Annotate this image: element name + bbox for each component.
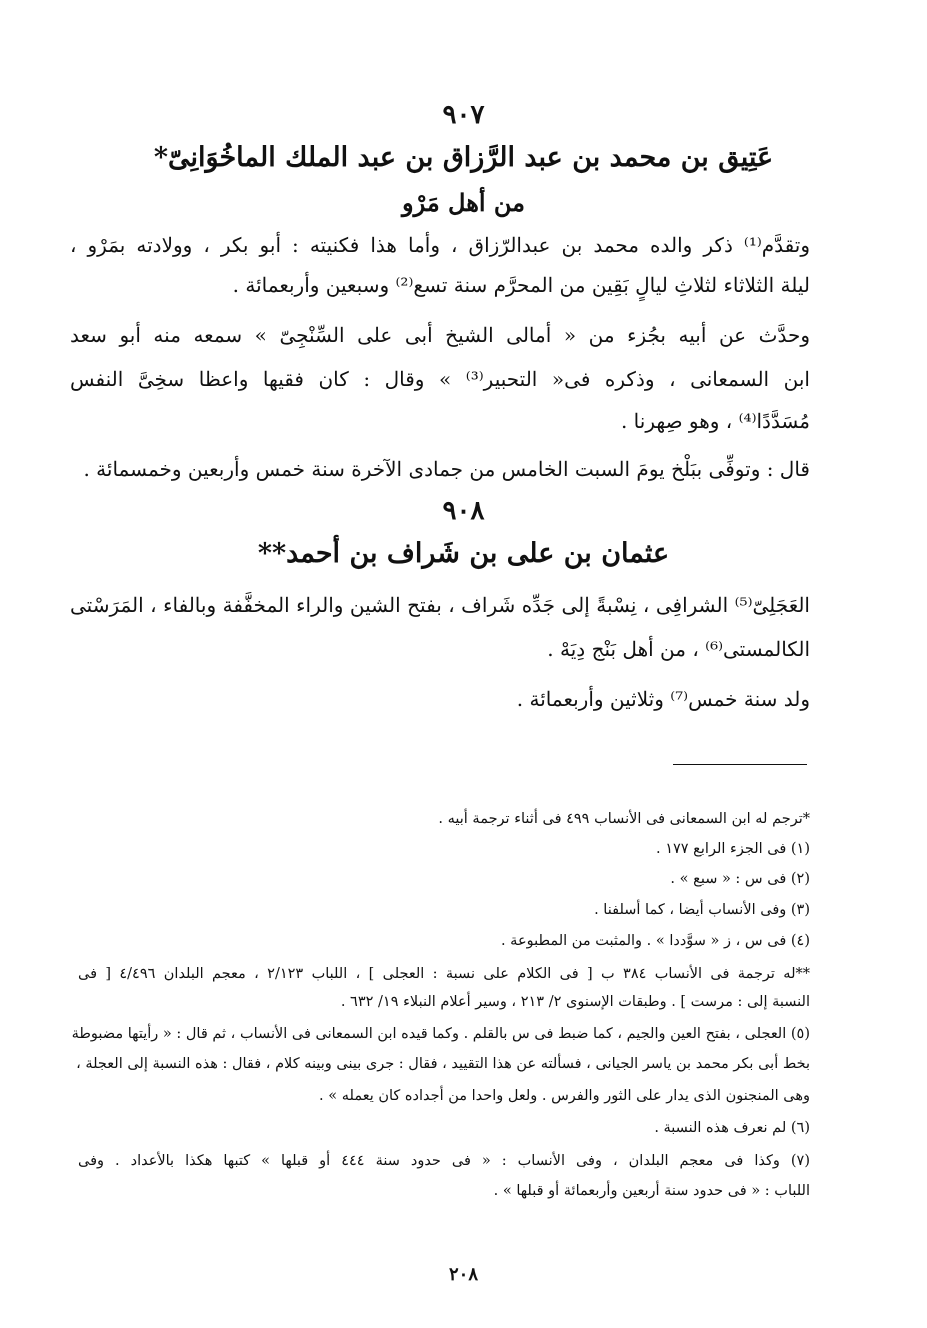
footnote: النسبة إلى : مرست ] . وطبقات الإسنوى ٢/ ٢١٣ ، وسير أعلام النبلاء ١٩/ ٦٣٢ . bbox=[340, 994, 810, 1010]
footnote: **له ترجمة فى الأنساب ٣٨٤ ب [ فى الكلام على نسبة : العجلى ] ، اللباب ٢/١٢٣ ، معجم البلدان ٤/٤٩٦ [ فى bbox=[78, 966, 810, 982]
page-number: ٢٠٨ bbox=[448, 1264, 478, 1285]
footnote: (٥) العجلى ، بفتح العين والجيم ، كما ضبط فى س بالقلم . وكما قيده ابن السمعانى فى الأنساب ، ثم قال : « رأيتها مضبوطة bbox=[71, 1026, 810, 1042]
footnote: بخط أبى بكر محمد بن ياسر الجيانى ، فسألته عن هذا التقييد ، فقال : جرى بينى وبينه كلام ، فقال : هذه النسبة إلى العجلة ، bbox=[76, 1056, 810, 1072]
body-line: العَجَلِىّ⁽⁵⁾ الشرافِى ، نِسْبةً إلى جَدِّه شَراف ، بفتح الشين والراء المخفَّفة وبالفاء ، المَرَسْتى bbox=[70, 593, 810, 617]
body-line: قال : وتوفِّى ببَلْخ يومَ السبت الخامس من جمادى الآخرة سنة خمس وأربعين وخمسمائة . bbox=[83, 457, 810, 481]
footnote: (٣) وفى الأنساب أيضا ، كما أسلفنا . bbox=[594, 902, 810, 918]
body-line: ولد سنة خمس⁽⁷⁾ وثلاثين وأربعمائة . bbox=[516, 687, 810, 711]
entry-number-907: ٩٠٧ bbox=[442, 100, 485, 130]
body-line: ابن السمعانى ، وذكره فى« التحبير⁽³⁾ » وقال : كان فقيها واعظا سخِىَّ النفس bbox=[70, 367, 810, 391]
entry-title-908: عثمان بن على بن شَراف بن أحمد** bbox=[257, 538, 670, 569]
footnote: (٢) فى س : « سبع » . bbox=[670, 871, 810, 887]
body-line: وتقدَّم⁽¹⁾ ذكر والده محمد بن عبدالرّزاق ، وأما هذا فكنيته : أبو بكر ، وولادته بمَرْو ، bbox=[70, 233, 810, 257]
footnote-separator bbox=[673, 764, 807, 765]
footnote: (٤) فى س ، ز « سوَّددا » . والمثبت من المطبوعة . bbox=[500, 933, 810, 949]
entry-title-907: عَتِيق بن محمد بن عبد الرَّزاق بن عبد الملك الماخُوَانِىّ* bbox=[153, 142, 774, 173]
entry-subtitle-907: من أهل مَرْو bbox=[401, 188, 526, 217]
body-line: وحدَّث عن أبيه بجُزء من « أمالى الشيخ أبى على السِّنْجِىّ » سمعه منه أبو سعد bbox=[70, 323, 810, 347]
footnote: (٧) وكذا فى معجم البلدان ، وفى الأنساب : « فى حدود سنة ٤٤٤ أو قبلها » كتبها هكذا بالأعداد . وفى bbox=[78, 1153, 810, 1169]
body-line: مُسَدَّدًا⁽⁴⁾ ، وهو صِهرنا . bbox=[620, 409, 810, 433]
footnote: اللباب : « فى حدود سنة أربعين وأربعمائة أو قبلها » . bbox=[493, 1183, 810, 1199]
footnote: (٦) لم نعرف هذه النسبة . bbox=[654, 1120, 810, 1136]
entry-number-908: ٩٠٨ bbox=[442, 496, 485, 526]
body-line: ليلة الثلاثاء لثلاثِ ليالٍ بَقِين من المحرَّم سنة تسع⁽²⁾ وسبعين وأربعمائة . bbox=[232, 273, 810, 297]
footnote: وهى المنجنون الذى يدار على الثور والفرس . ولعل واحدا من أجداده كان يعمله » . bbox=[319, 1088, 810, 1104]
body-line: الكالمستى⁽⁶⁾ ، من أهل بَنْج دِيَهْ . bbox=[547, 637, 810, 661]
footnote: (١) فى الجزء الرابع ١٧٧ . bbox=[655, 841, 810, 857]
footnote: *ترجم له ابن السمعانى فى الأنساب ٤٩٩ فى أثناء ترجمة أبيه . bbox=[438, 811, 810, 827]
